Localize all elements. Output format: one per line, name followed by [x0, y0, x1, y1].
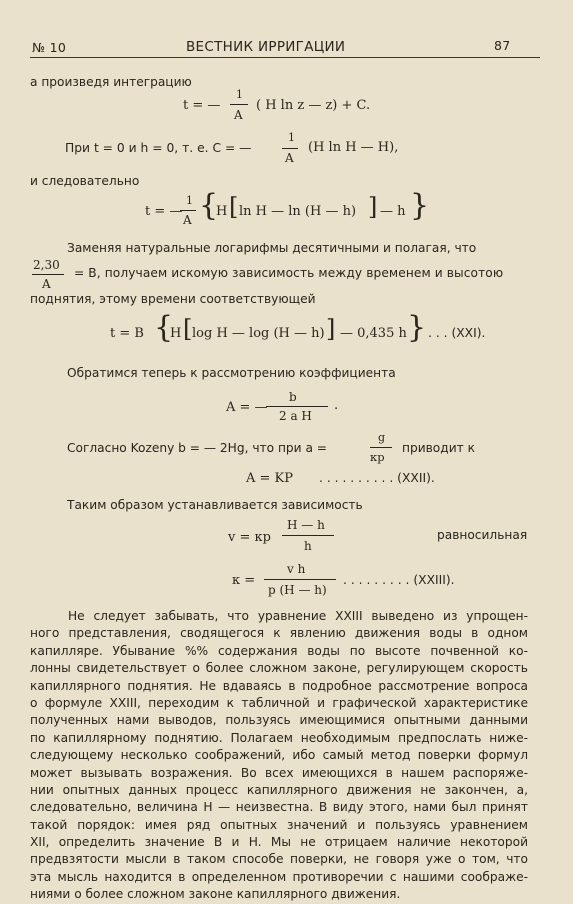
right-curly-brace: }: [410, 188, 430, 223]
left-curly-brace: {: [154, 310, 174, 345]
body-line: ниями о более сложном законе капиллярного движения.: [30, 887, 401, 902]
journal-page: № 10 ВЕСТНИК ИРРИГАЦИИ 87 а произведя интеграцию t = — 1 A ( H ln z — z) + C. При t = 0 и h = 0, т. е. C = — 1 A (H ln H — H), и следовательно t = — 1 A { H [ ln H — ln (H — h) ] — h } Заменяя натуральные логарифмы десятичными и полагая, что 2,30 A = B, получаем искомую зависимость между временем и высотою поднятия, этому времени соответствующей t = B { H [ log H — log (H — h) ] — 0,435 h } . . . (XXI). Обратимся теперь к рассмотрению коэффициента A = — b 2 a H . Согласно Kozeny b = — 2Hg, что при a = g кр приводит к A = KP . . . . . . . . . . (XXII). Таким образом устанавливается зависимость v = кр H — h h равносильная к = v h p (H — h) . . . . . . . . . (XXIII). Не следует забывать, что уравнение XXIII выведено из упрощен- ного представления, сводящегося к явлению движения воды в одном капилляре. Убывание %% содержания воды по высоте почвенной ко- лонны свидетельствует о более сложном законе, регулирующем скорость капиллярного поднятия. Не вдаваясь в подробное рассмотрение вопроса о формуле XXIII, переходим к табличной и графической характеристике полученных нами выводов, пользуясь имеющимися опытными данными по капиллярному поднятию. Полагаем необходимым предпослать ниже- следующему несколько соображений, ибо самый метод поверки формул может вызывать возражения. Во всех имеющихся в нашем распоряже- нии опытных данных процесс капиллярного движения не закончен, а, следовательно, величина H — неизвестна. В виду этого, нами был принят такой порядок: имея ряд опытных значений и пользуясь уравнением XII, определить значение B и H. Мы не отрицаем наличие некоторой предвзятости мысли в таком способе поверки, не говоря уже о том, что эта мысль находится в определенном противоречии с нашими соображе- ниями о более сложном законе капиллярного движения.: [0, 0, 573, 900]
paragraph-4: Таким образом устанавливается зависимость: [67, 498, 363, 512]
body-line: по капиллярному поднятию. Полагаем необходимым предпослать ниже-: [30, 730, 528, 745]
body-line: полученных нами выводов, пользуясь имеющимися опытными данными: [30, 713, 528, 728]
intro-text: а произведя интеграцию: [30, 75, 192, 89]
header-rule: [30, 57, 540, 58]
journal-title: ВЕСТНИК ИРРИГАЦИИ: [186, 39, 346, 55]
body-line: капилляре. Убывание %% содержания воды по высоте почвенной ко-: [30, 643, 528, 658]
hence-text: и следовательно: [30, 174, 140, 188]
left-curly-brace: {: [199, 188, 219, 223]
body-line: XII, определить значение B и H. Мы не отрицаем наличие некоторой: [30, 835, 528, 850]
issue-number: № 10: [32, 40, 67, 55]
body-line: Не следует забывать, что уравнение XXIII выведено из упрощен-: [68, 609, 528, 623]
body-line: эта мысль находится в определенном противоречии с нашими соображе-: [30, 869, 528, 884]
body-line: следующему несколько соображений, ибо самый метод поверки формул: [30, 748, 528, 763]
body-line: капиллярного поднятия. Не вдаваясь в подробное рассмотрение вопроса: [30, 678, 528, 693]
body-line: предвзятости мысли в таком способе поверки, не говоря уже о том, что: [30, 852, 528, 867]
body-line: может вызывать возражения. Во всех имеющихся в нашем распоряже-: [30, 765, 528, 780]
body-line: о формуле XXIII, переходим к табличной и графической характеристике: [30, 695, 528, 710]
body-line: такой порядок: имея ряд опытных значений и пользуясь уравнением: [30, 817, 528, 832]
paragraph-2: Обратимся теперь к рассмотрению коэффициента: [67, 366, 396, 380]
right-curly-brace: }: [407, 310, 427, 345]
body-line: нии опытных данных процесс капиллярного движения не закончен, а,: [30, 782, 528, 797]
body-paragraph: [30, 608, 528, 904]
left-bracket: [: [183, 315, 193, 343]
page-number: 87: [494, 38, 511, 53]
body-line: ного представления, сводящегося к явлению движения воды в одном: [30, 626, 528, 641]
right-bracket: ]: [326, 315, 336, 343]
body-line: лонны свидетельствует о более сложном законе, регулирующем скорость: [30, 661, 528, 676]
right-bracket: ]: [368, 193, 378, 221]
left-bracket: [: [229, 193, 239, 221]
body-line: следовательно, величина H — неизвестна. В виду этого, нами был принят: [30, 800, 528, 815]
